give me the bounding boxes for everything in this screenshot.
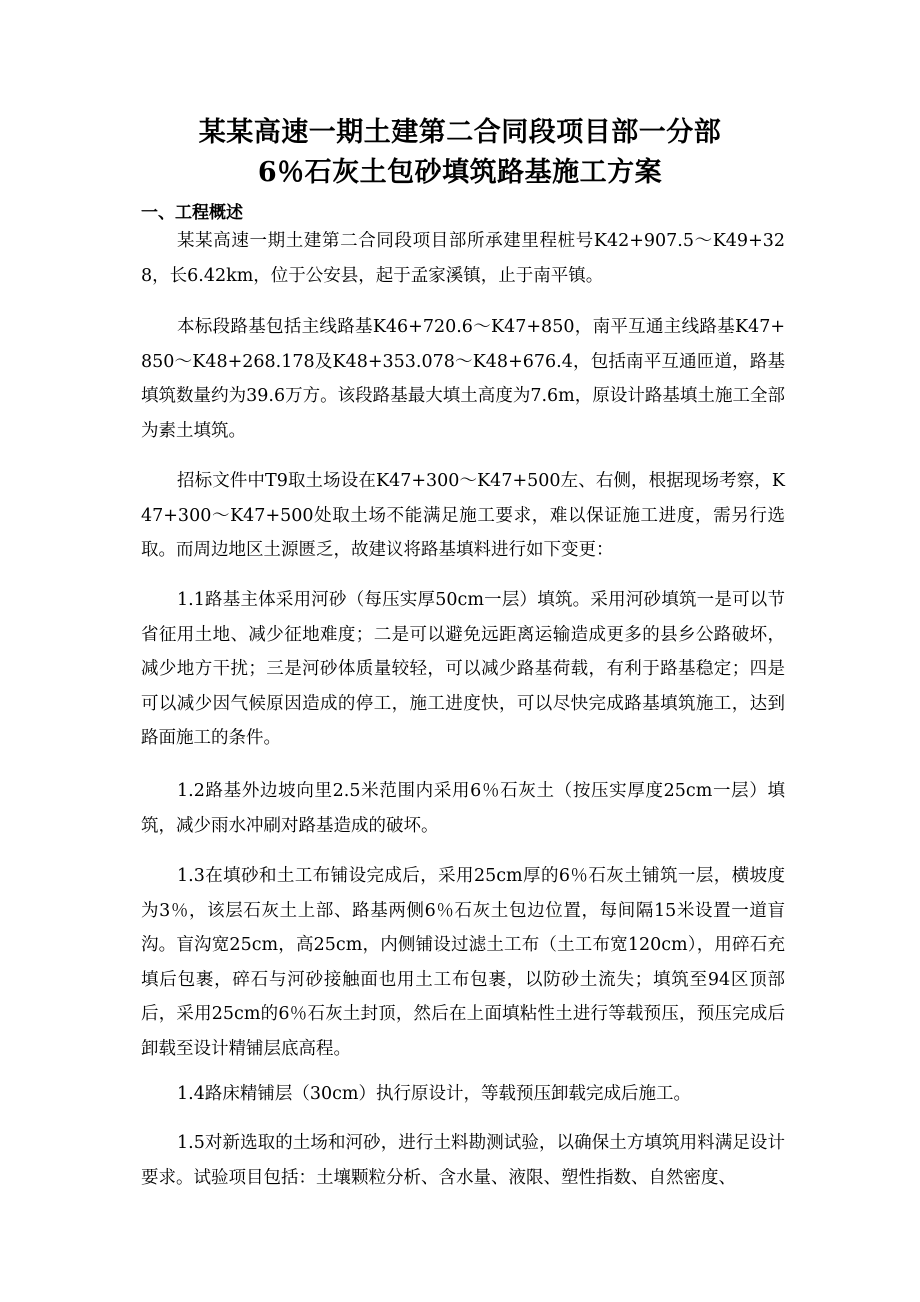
paragraph-subgrade-scope: 本标段路基包括主线路基K46+720.6～K47+850，南平互通主线路基K47+850～K48+268.178及K48+353.078～K48+676.4，包括南平互通匝道，路基填筑数量约为39.6万方。该段路基最大填土高度为7.6m，原设计路基填土施工全部为素土填筑。 bbox=[141, 317, 785, 441]
paragraph-item-1-3: 1.3在填砂和土工布铺设完成后，采用25cm厚的6％石灰土铺筑一层，横坡度为3％，该层石灰土上部、路基两侧6％石灰土包边位置，每间隔15米设置一道盲沟。盲沟宽25cm，高25cm，内侧铺设过滤土工布（土工布宽120cm），用碎石充填后包裹，碎石与河砂接触面也用土工布包裹，以防砂土流失；填筑至94区顶部后，采用25cm的6％石灰土封顶，然后在上面填粘性土进行等载预压，预压完成后卸载至设计精铺层底高程。 bbox=[141, 866, 785, 1059]
paragraph-item-1-5: 1.5对新选取的土场和河砂，进行土料勘测试验，以确保土方填筑用料满足设计要求。试验项目包括：土壤颗粒分析、含水量、液限、塑性指数、自然密度、 bbox=[141, 1133, 785, 1188]
paragraph-item-1-4: 1.4路床精铺层（30cm）执行原设计，等载预压卸载完成后施工。 bbox=[177, 1084, 691, 1104]
document-title-line-1: 某某高速一期土建第二合同段项目部一分部 bbox=[198, 117, 722, 148]
document-title-line-2: 6％石灰土包砂填筑路基施工方案 bbox=[257, 157, 663, 188]
section-heading-overview: 一、工程概述 bbox=[141, 203, 243, 223]
paragraph-item-1-2: 1.2路基外边坡向里2.5米范围内采用6％石灰土（按压实厚度25cm一层）填筑，减少雨水冲刷对路基造成的破坏。 bbox=[141, 781, 785, 836]
paragraph-item-1-1: 1.1路基主体采用河砂（每压实厚50cm一层）填筑。采用河砂填筑一是可以节省征用土地、减少征地难度；二是可以避免远距离运输造成更多的县乡公路破坏，减少地方干扰；三是河砂体质量较轻，可以减少路基荷载，有利于路基稳定；四是可以减少因气候原因造成的停工，施工进度快，可以尽快完成路基填筑施工，达到路面施工的条件。 bbox=[141, 590, 785, 749]
paragraph-project-location: 某某高速一期土建第二合同段项目部所承建里程桩号K42+907.5～K49+328，长6.42km，位于公安县，起于孟家溪镇，止于南平镇。 bbox=[141, 231, 785, 286]
paragraph-borrow-pit: 招标文件中T9取土场设在K47+300～K47+500左、右侧，根据现场考察，K47+300～K47+500处取土场不能满足施工要求，难以保证施工进度，需另行选取。而周边地区土源匮乏，故建议将路基填料进行如下变更： bbox=[141, 471, 785, 561]
